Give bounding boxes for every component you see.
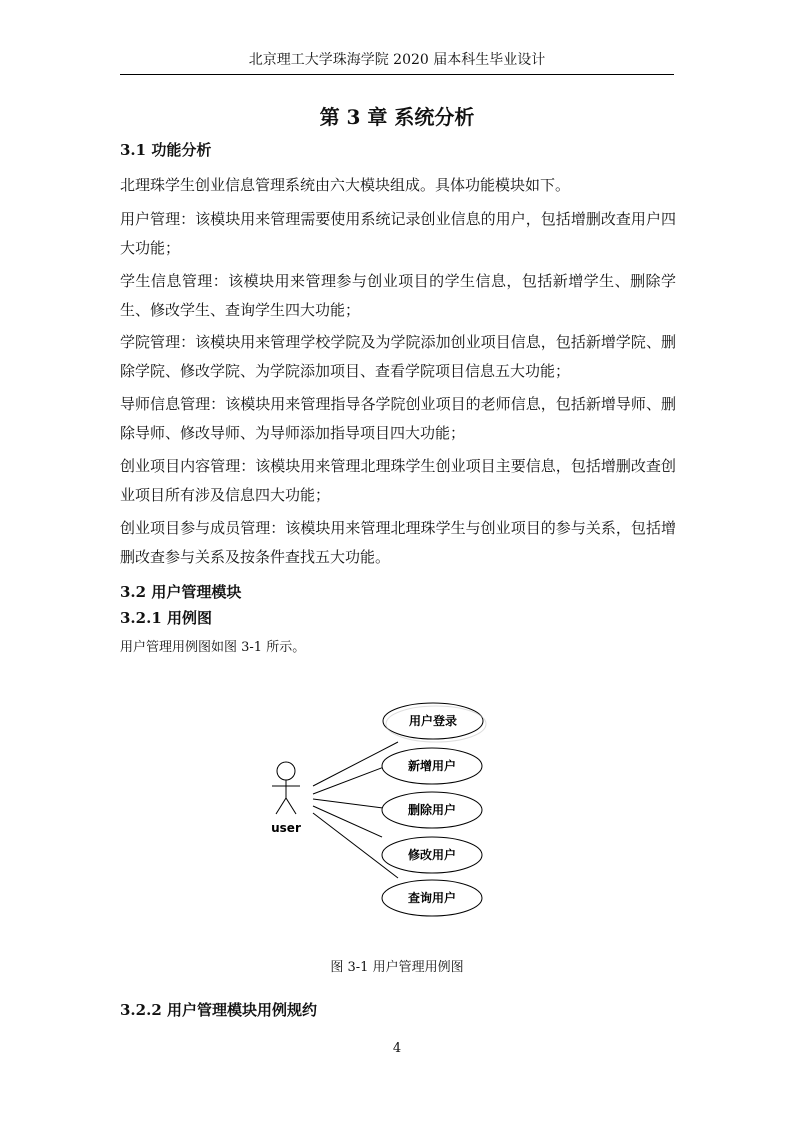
use-case-label: 用户登录	[408, 714, 458, 728]
chapter-title: 第 3 章 系统分析	[319, 105, 475, 129]
use-case-query-user	[382, 880, 482, 916]
section-heading-3-2-2: 3.2.2 用户管理模块用例规约	[120, 1001, 317, 1019]
use-case-edit-user	[382, 837, 482, 873]
section-heading-3-2: 3.2 用户管理模块	[120, 583, 242, 601]
page-number: 4	[392, 1041, 402, 1056]
diagram-intro: 用户管理用例图如图 3-1 所示。	[120, 640, 306, 655]
actor-label: user	[271, 821, 301, 835]
paragraph-tutor-management: 导师信息管理：该模块用来管理指导各学院创业项目的老师信息，包括新增导师、删除导师、修改导师、为导师添加指导项目四大功能；	[120, 395, 676, 442]
use-case-login	[383, 703, 486, 742]
use-case-add-user	[382, 748, 482, 784]
use-case-label: 修改用户	[407, 848, 457, 862]
section-heading-3-2-1: 3.2.1 用例图	[120, 609, 212, 627]
actor-figure	[272, 762, 300, 814]
page-header: 北京理工大学珠海学院 2020 届本科生毕业设计	[248, 52, 546, 68]
use-case-delete-user	[382, 792, 482, 828]
use-case-label: 查询用户	[407, 891, 457, 905]
paragraph-project-management: 创业项目内容管理：该模块用来管理北理珠学生创业项目主要信息，包括增删改查创业项目所有涉及信息四大功能；	[120, 457, 676, 504]
figure-caption: 图 3-1 用户管理用例图	[330, 960, 464, 975]
section-heading-3-1: 3.1 功能分析	[120, 141, 212, 159]
use-case-label: 新增用户	[407, 759, 457, 773]
paragraph-member-management: 创业项目参与成员管理：该模块用来管理北理珠学生与创业项目的参与关系，包括增删改查参与关系及按条件查找五大功能。	[120, 519, 676, 566]
paragraph-user-management: 用户管理：该模块用来管理需要使用系统记录创业信息的用户，包括增删改查用户四大功能；	[120, 210, 676, 257]
paragraph-intro: 北理珠学生创业信息管理系统由六大模块组成。具体功能模块如下。	[120, 176, 571, 194]
paragraph-student-management: 学生信息管理：该模块用来管理参与创业项目的学生信息，包括新增学生、删除学生、修改学生、查询学生四大功能；	[120, 272, 676, 319]
paragraph-college-management: 学院管理：该模块用来管理学校学院及为学院添加创业项目信息，包括新增学院、删除学院、修改学院、为学院添加项目、查看学院项目信息五大功能；	[120, 333, 676, 380]
use-case-label: 删除用户	[407, 803, 457, 817]
